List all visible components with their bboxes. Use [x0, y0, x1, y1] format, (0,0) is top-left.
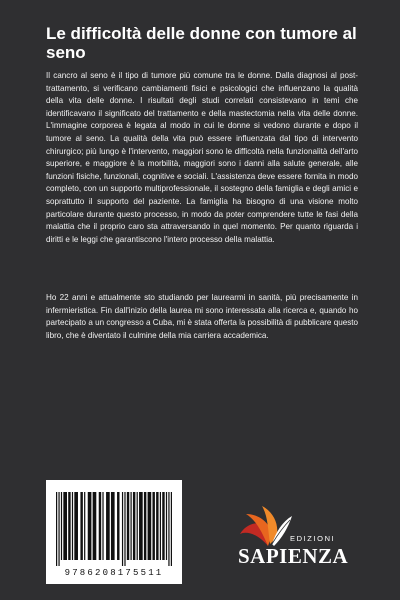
- isbn-digits: 9786208175511: [64, 568, 164, 578]
- publisher-logo: [232, 502, 362, 582]
- feather-quill-logo-icon: [238, 504, 294, 548]
- book-summary: Il cancro al seno è il tipo di tumore più comune tra le donne. Dalla diagnosi al post-trattamento, si verificano cambiamenti fisici e psicologici che influenzano la qualità della vita delle donne. I risultati degli studi correlati consistevano in temi che identificavano il significato del trattamento e della mastectomia nella vita delle donne. L'immagine corporea è legata al modo in cui le donne si vedono durante e dopo il tumore al seno. La qualità della vita può essere influenzata dal tipo di intervento chirurgico; più lungo è l'intervento, maggiori sono le difficoltà nella funzionalità dell'arto superiore, e maggiore è la morbilità, maggiori sono i danni alla salute generale, alle funzioni fisiche, funzionali, cognitive e sociali. L'assistenza deve essere fornita in modo completo, con un supporto multiprofessionale, il sostegno della famiglia e degli amici e soprattutto il supporto del paziente. La famiglia ha bisogno di una visione molto particolare durante questo processo, in modo da poter comprendere tutte le fasi della malattia che il proprio caro sta attraversando in quel momento. Per quanto riguarda i diritti e le leggi che garantiscono l'intero processo della malattia.: [46, 71, 358, 244]
- publisher-name: SAPIENZA: [238, 544, 349, 568]
- isbn-barcode: [46, 480, 182, 584]
- barcode-bars: [56, 492, 172, 566]
- publisher-edizioni: EDIZIONI: [290, 534, 336, 543]
- author-bio: Ho 22 anni e attualmente sto studiando per laurearmi in sanità, più precisamente in infermieristica. Fin dall'inizio della laurea mi sono interessata alla ricerca e, quando ho partecipato a un congresso a Cuba, mi è stata offerta la possibilità di pubblicare questo libro, che è diventato il culmine della mia carriera accademica.: [46, 293, 358, 340]
- book-title: Le difficoltà delle donne con tumore al seno: [46, 24, 357, 62]
